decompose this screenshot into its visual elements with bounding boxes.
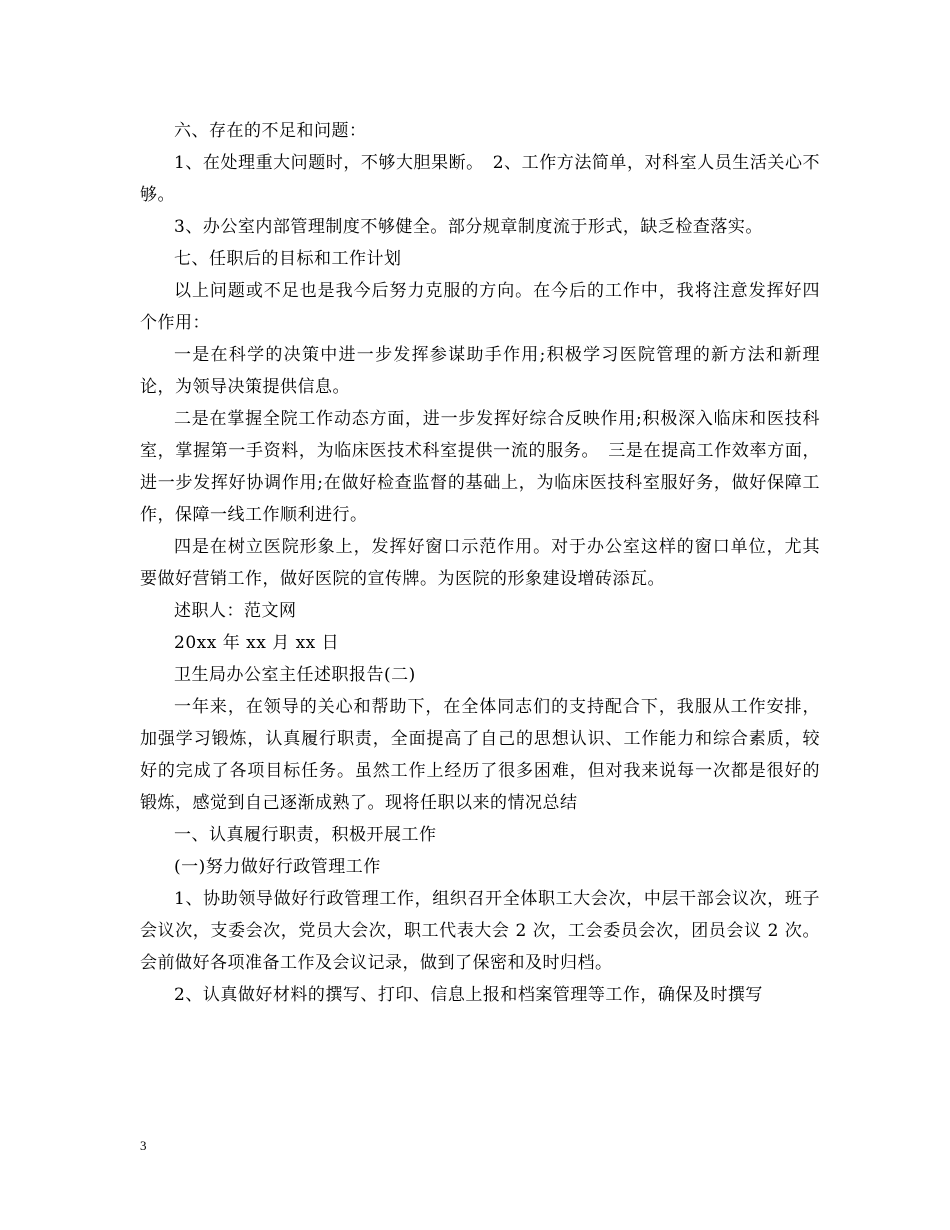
page-number: 3 <box>140 1138 147 1153</box>
paragraph-section-7-heading: 七、任职后的目标和工作计划 <box>174 249 402 269</box>
paragraph-section-6-heading: 六、存在的不足和问题： <box>174 121 367 141</box>
paragraph-report-2-intro: 一年来，在领导的关心和帮助下，在全体同志们的支持配合下，我服从工作安排，加强学习锻炼，认真履行职责，全面提高了自己的思想认识、工作能力和综合素质，较好的完成了各项目标任务。虽然工作上经历了很多困难，但对我来说每一次都是很好的锻炼，感觉到自己逐渐成熟了。现将任职以来的情况总结 <box>140 697 820 813</box>
paragraph-reporter: 述职人：范文网 <box>174 601 297 621</box>
paragraph-item-1: 1、协助领导做好行政管理工作，组织召开全体职工大会次，中层干部会议次，班子会议次，支委会次，党员大会次，职工代表大会 2 次，工会委员会次，团员会议 2 次。会前做好各项准备工作及会议记录，做到了保密和及时归档。 <box>140 889 820 973</box>
paragraph-date: 20xx 年 xx 月 xx 日 <box>174 633 340 653</box>
paragraph-issue-1-2: 1、在处理重大问题时，不够大胆果断。 2、工作方法简单，对科室人员生活关心不够。 <box>140 153 820 205</box>
paragraph-report-2-title: 卫生局办公室主任述职报告(二) <box>174 665 416 685</box>
paragraph-issue-3: 3、办公室内部管理制度不够健全。部分规章制度流于形式，缺乏检查落实。 <box>174 217 763 237</box>
paragraph-role-1: 一是在科学的决策中进一步发挥参谋助手作用;积极学习医院管理的新方法和新理论，为领导决策提供信息。 <box>140 345 820 397</box>
paragraph-subsection-1-heading: (一)努力做好行政管理工作 <box>174 857 381 877</box>
paragraph-item-2: 2、认真做好材料的撰写、打印、信息上报和档案管理等工作，确保及时撰写 <box>174 985 763 1005</box>
paragraph-role-2-3: 二是在掌握全院工作动态方面，进一步发挥好综合反映作用;积极深入临床和医技科室，掌握第一手资料，为临床医技术科室提供一流的服务。 三是在提高工作效率方面，进一步发挥好协调作用;在做好检查监督的基础上，为临床医技科室服好务，做好保障工作，保障一线工作顺利进行。 <box>140 409 820 525</box>
document-body <box>140 115 820 1011</box>
paragraph-four-roles-intro: 以上问题或不足也是我今后努力克服的方向。在今后的工作中，我将注意发挥好四个作用： <box>140 281 820 333</box>
paragraph-role-4: 四是在树立医院形象上，发挥好窗口示范作用。对于办公室这样的窗口单位，尤其要做好营销工作，做好医院的宣传牌。为医院的形象建设增砖添瓦。 <box>140 537 820 589</box>
paragraph-section-1-heading: 一、认真履行职责，积极开展工作 <box>174 825 437 845</box>
